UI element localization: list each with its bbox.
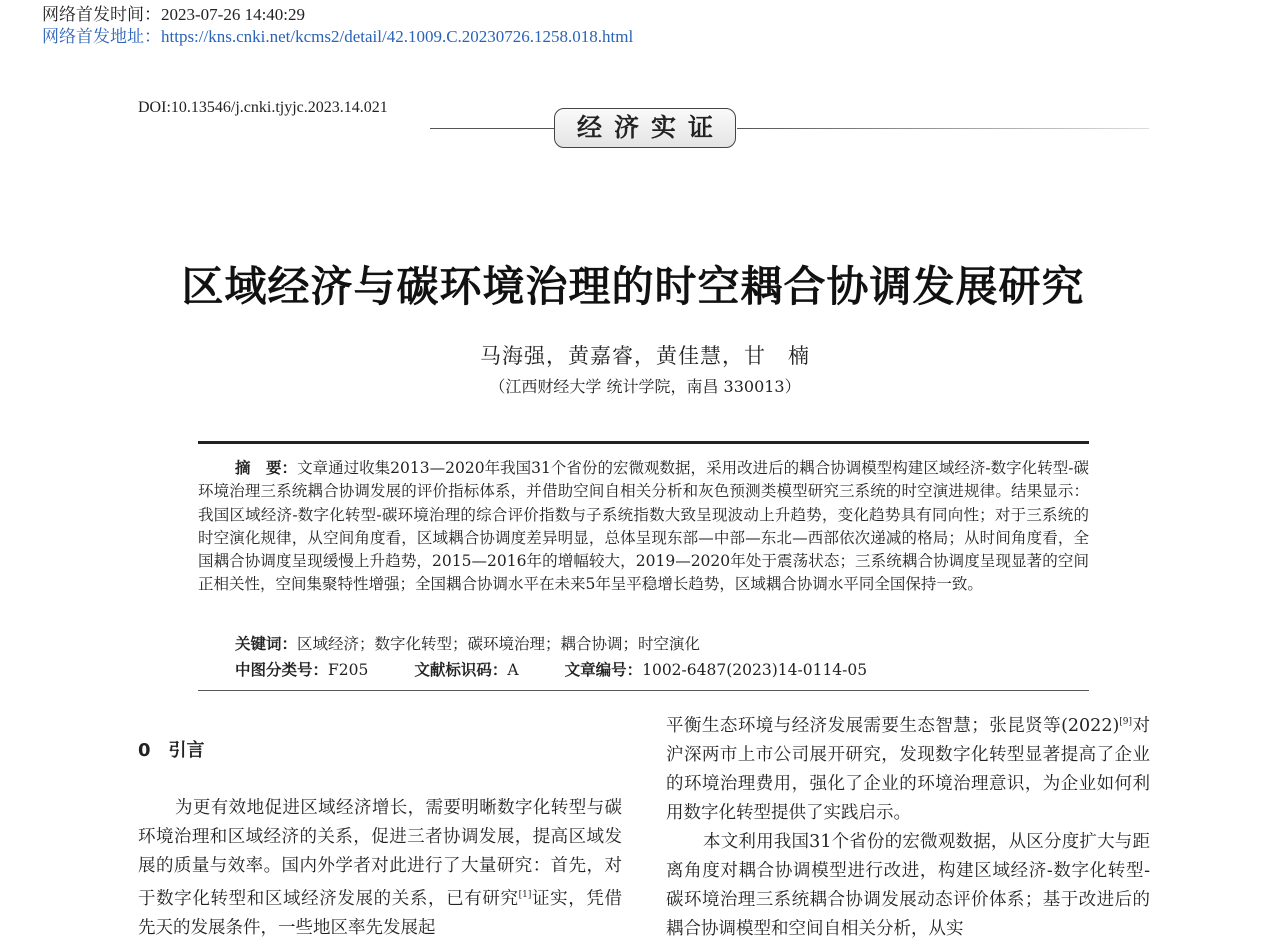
clc-label: 中图分类号：: [235, 661, 329, 679]
right-paragraph-1: [666, 708, 1150, 828]
authors: 马海强，黄嘉睿，黄佳慧，甘 楠: [480, 344, 810, 368]
doc-code-label: 文献标识码：: [414, 661, 508, 679]
doi: DOI:10.13546/j.cnki.tjyjc.2023.14.021: [138, 99, 388, 116]
clc-value: F205: [328, 661, 369, 679]
abstract-top-rule: [198, 441, 1089, 444]
left-column: [138, 794, 622, 943]
keywords: [235, 632, 700, 654]
section-badge: 经济实证: [554, 108, 736, 148]
article-number-value: 1002-6487(2023)14-0114-05: [642, 661, 868, 679]
header-rule-right: [737, 128, 1149, 129]
online-publish-time: 网络首发时间：2023-07-26 14:40:29: [42, 5, 306, 24]
abstract-label: 摘 要：: [235, 459, 298, 477]
doc-code-value: A: [507, 661, 519, 679]
right-p1-text-a: 平衡生态环境与经济发展需要生态智慧；张昆贤等(2022): [666, 715, 1120, 736]
right-column: [666, 708, 1150, 944]
abstract: [198, 457, 1089, 597]
section-heading-intro: 0 引言: [138, 740, 205, 761]
online-publish-url[interactable]: 网络首发地址：https://kns.cnki.net/kcms2/detail/42.1009.C.20230726.1258.018.html: [42, 27, 634, 46]
intro-paragraph-1: [138, 794, 622, 943]
abstract-text: 文章通过收集2013—2020年我国31个省份的宏微观数据，采用改进后的耦合协调模型构建区域经济-数字化转型-碳环境治理三系统耦合协调发展的评价指标体系，并借助空间自相关分析和灰色预测类模型研究三系统的时空演进规律。结果显示：我国区域经济-数字化转型-碳环境治理的综合评价指数与子系统指数大致呈现波动上升趋势，变化趋势具有同向性；对于三系统的时空演化规律，从空间角度看，区域耦合协调度差异明显，总体呈现东部—中部—东北—西部依次递减的格局；从时间角度看，全国耦合协调度呈现缓慢上升趋势，2015—2016年的增幅较大，2019—2020年处于震荡状态；三系统耦合协调度呈现显著的空间正相关性，空间集聚特性增强；全国耦合协调水平在未来5年呈平稳增长趋势，区域耦合协调水平同全国保持一致。: [198, 459, 1089, 594]
intro-p1-text-a: 为更有效地促进区域经济增长，需要明晰数字化转型与碳环境治理和区域经济的关系，促进三者协调发展，提高区域发展的质量与效率。国内外学者对此进行了大量研究：首先，对于数字化转型和区域经济发展的关系，已有研究: [138, 798, 622, 909]
header-rule-left: [430, 128, 555, 129]
keywords-text: 区域经济；数字化转型；碳环境治理；耦合协调；时空演化: [297, 635, 701, 653]
affiliation: （江西财经大学 统计学院，南昌 330013）: [489, 377, 801, 396]
citation-ref[interactable]: [9]: [1119, 717, 1133, 727]
right-paragraph-2: 本文利用我国31个省份的宏微观数据，从区分度扩大与距离角度对耦合协调模型进行改进，构建区域经济-数字化转型-碳环境治理三系统耦合协调发展动态评价体系；基于改进后的耦合协调模型和空间自相关分析，从实: [666, 831, 1150, 939]
article-number-label: 文章编号：: [564, 661, 643, 679]
keywords-label: 关键词：: [235, 635, 298, 653]
classification-line: [235, 658, 867, 680]
abstract-bottom-rule: [198, 690, 1089, 691]
right-p1-text-b: 对沪深两市上市公司展开研究，发现数字化转型显著提高了企业的环境治理费用，强化了企业的环境治理意识，为企业如何利用数字化转型提供了实践启示。: [666, 715, 1150, 823]
citation-ref[interactable]: [1]: [518, 890, 532, 900]
intro-p1-text-b: 证实，凭借先天的发展条件，一些地区率先发展起: [138, 888, 622, 938]
paper-title: 区域经济与碳环境治理的时空耦合协调发展研究: [181, 262, 1085, 311]
